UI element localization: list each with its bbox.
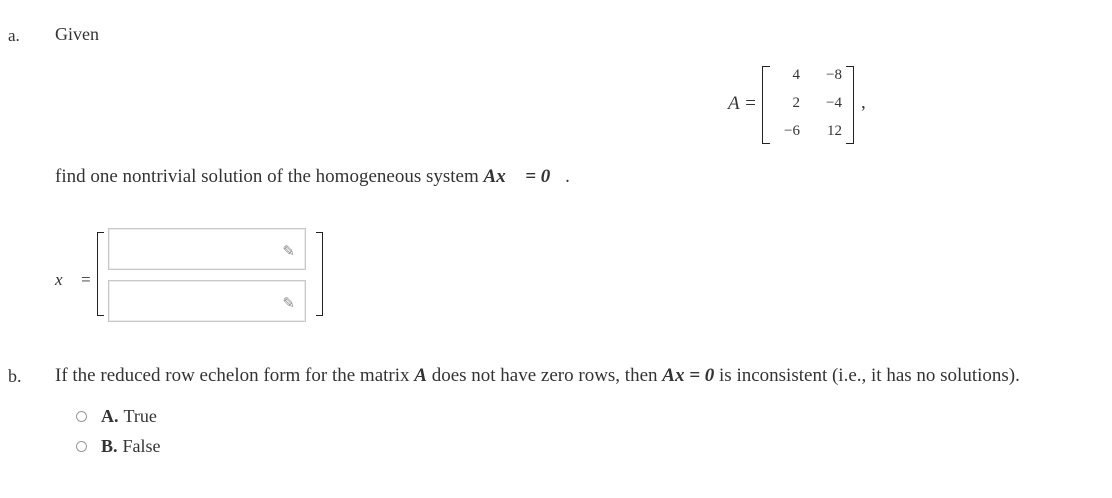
matrix-comma: , bbox=[861, 92, 866, 113]
matrix-cell: 2 bbox=[792, 95, 800, 111]
matrix-lhs: A = bbox=[728, 93, 757, 114]
given-text: Given bbox=[55, 24, 99, 44]
vector-left-bracket bbox=[97, 232, 104, 316]
part-b-label: b. bbox=[8, 366, 22, 386]
vector-right-bracket bbox=[316, 232, 323, 316]
prompt-text: find one nontrivial solution of the homogeneous system bbox=[55, 166, 479, 187]
radio-button[interactable] bbox=[76, 411, 87, 422]
matrix-cell: −4 bbox=[826, 95, 842, 111]
matrix-right-bracket bbox=[846, 66, 854, 144]
pencil-icon[interactable]: ✎ bbox=[282, 296, 295, 312]
matrix-cell: −6 bbox=[784, 123, 800, 139]
option-true[interactable]: A. True bbox=[76, 406, 157, 427]
part-a-prompt: find one nontrivial solution of the homogeneous system Ax⃗ = 0⃗. bbox=[55, 166, 570, 187]
radio-button[interactable] bbox=[76, 441, 87, 452]
answer-input-1[interactable] bbox=[108, 228, 306, 270]
pencil-icon[interactable]: ✎ bbox=[282, 244, 295, 260]
part-b-question: If the reduced row echelon form for the matrix A does not have zero rows, then Ax = 0 is inconsistent (i.e., it has no solutions). bbox=[55, 365, 1020, 386]
option-false[interactable]: B. False bbox=[76, 436, 161, 457]
part-a-label: a. bbox=[8, 26, 20, 45]
answer-lhs: x⃗ = bbox=[55, 270, 92, 289]
matrix-cell: −8 bbox=[826, 67, 842, 83]
prompt-math: Ax⃗ = 0⃗ bbox=[483, 166, 566, 187]
matrix-cell: 4 bbox=[792, 67, 800, 83]
answer-input-2[interactable] bbox=[108, 280, 306, 322]
matrix-cell: 12 bbox=[827, 123, 842, 139]
